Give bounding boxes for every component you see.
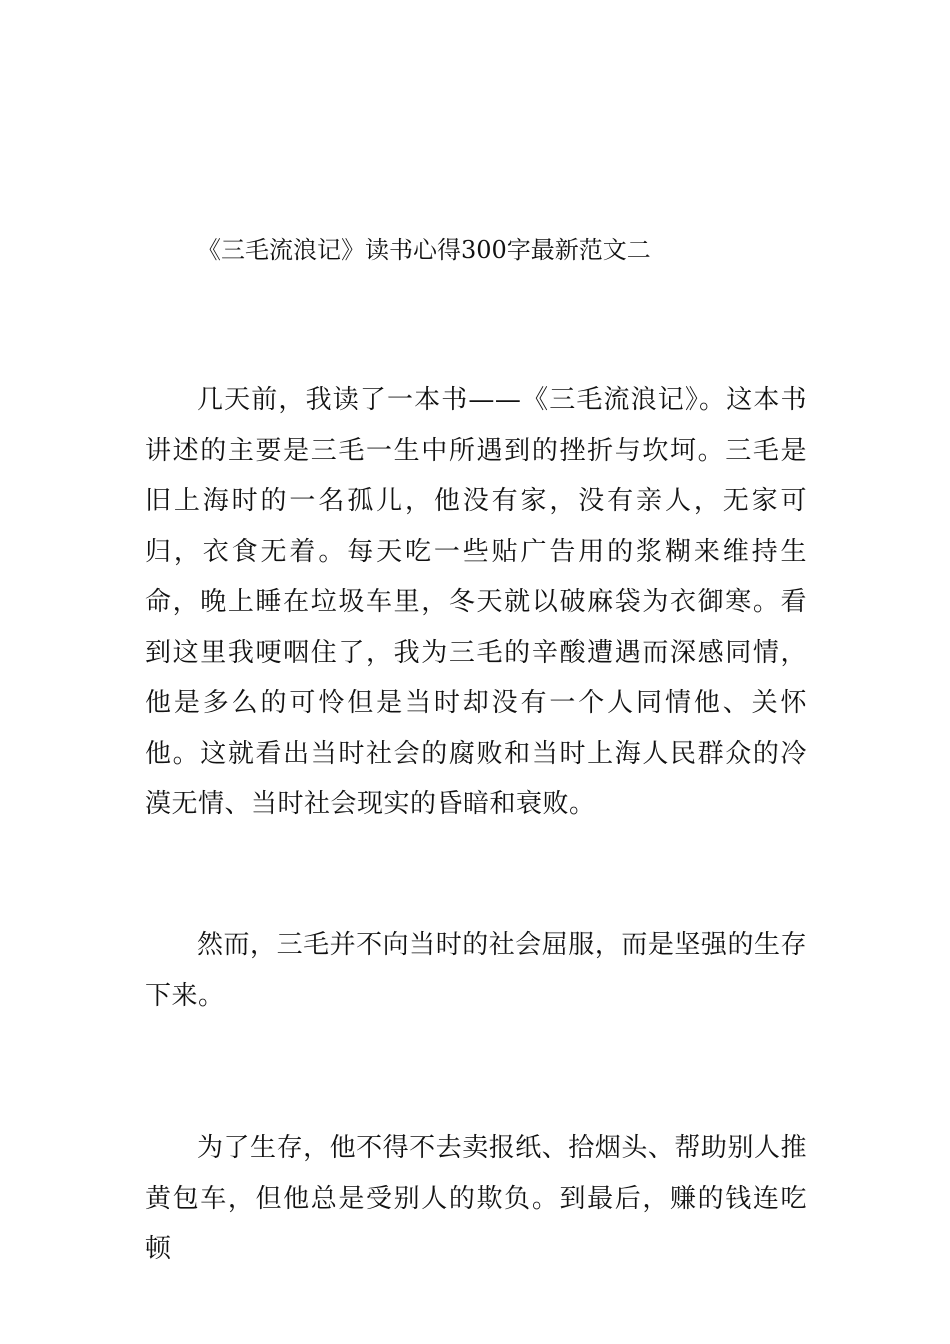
paragraph-3: 为了生存，他不得不去卖报纸、拾烟头、帮助别人推黄包车，但他总是受别人的欺负。到最后，赚的钱连吃顿 <box>145 1133 807 1264</box>
paragraph-2: 然而，三毛并不向当时的社会屈服，而是坚强的生存下来。 <box>145 930 807 1011</box>
paragraph-1: 几天前，我读了一本书——《三毛流浪记》。这本书讲述的主要是三毛一生中所遇到的挫折与坎坷。三毛是旧上海时的一名孤儿，他没有家，没有亲人，无家可归，衣食无着。每天吃一些贴广告用的浆糊来维持生命，晚上睡在垃圾车里，冬天就以破麻袋为衣御寒。看到这里我哽咽住了，我为三毛的辛酸遭遇而深感同情，他是多么的可怜但是当时却没有一个人同情他、关怀他。这就看出当时社会的腐败和当时上海人民群众的冷漠无情、当时社会现实的昏暗和衰败。 <box>145 385 807 819</box>
document-title: 《三毛流浪记》读书心得300字最新范文二 <box>197 236 651 264</box>
